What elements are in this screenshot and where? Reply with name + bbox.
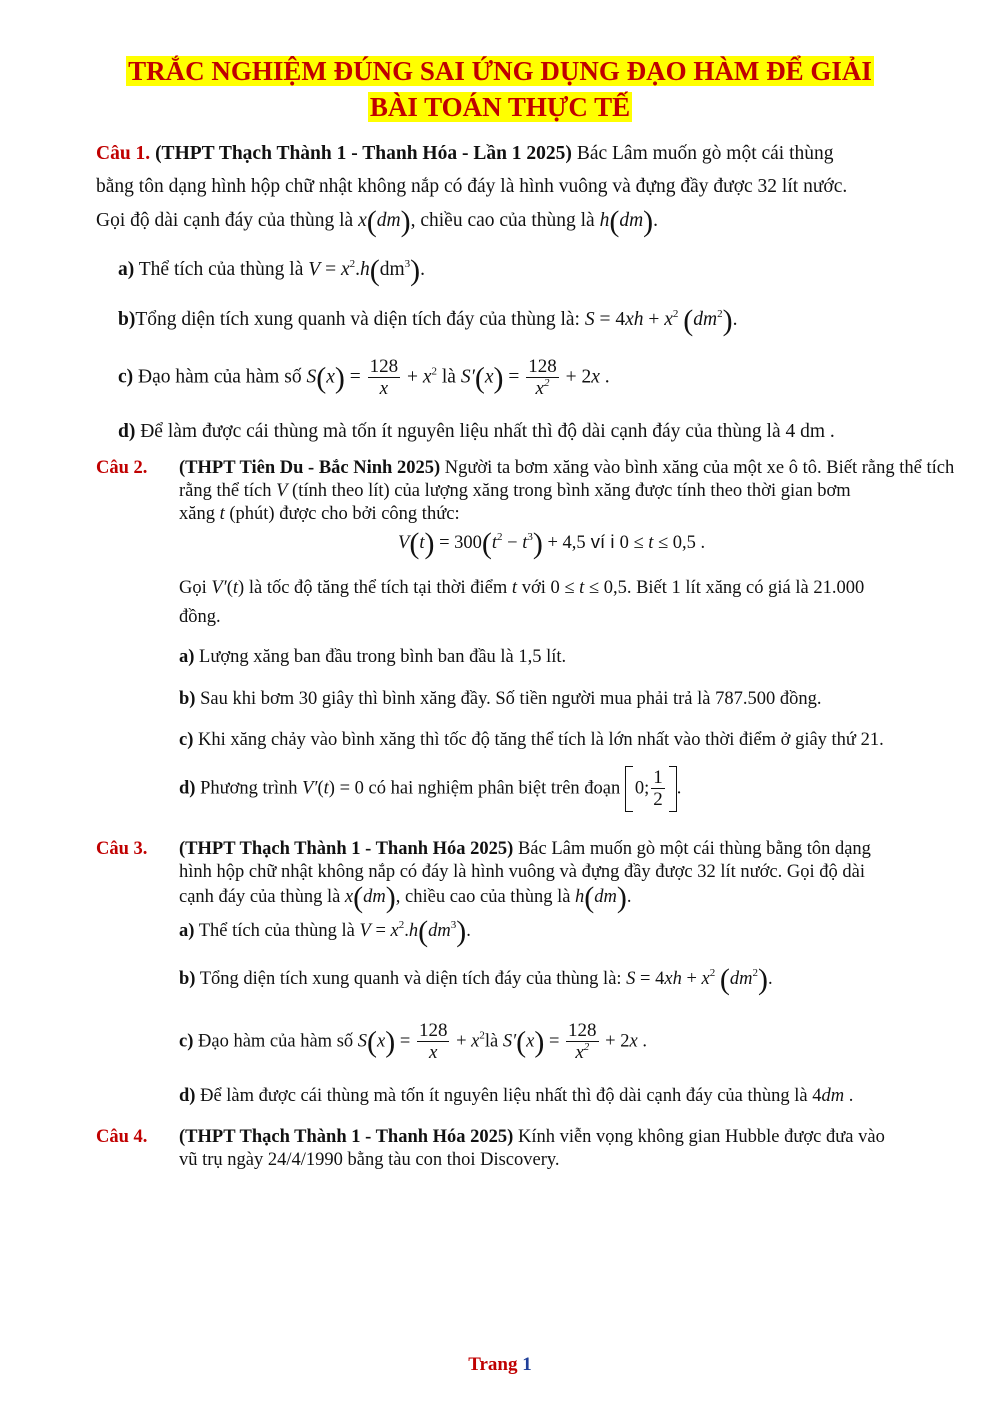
page-footer xyxy=(0,1354,1000,1376)
q1-option-d: d) Để làm được cái thùng mà tốn ít nguyên liệu nhất thì độ dài cạnh đáy của thùng là 4 dm . xyxy=(118,421,835,442)
q1-line-1: Câu 1. (THPT Thạch Thành 1 - Thanh Hóa - Lần 1 2025) Bác Lâm muốn gò một cái thùng xyxy=(96,143,834,164)
q4-label: Câu 4. xyxy=(96,1127,148,1147)
q4-line-1: (THPT Thạch Thành 1 - Thanh Hóa 2025) Kính viễn vọng không gian Hubble được đưa vào xyxy=(179,1127,885,1147)
q2-line-1: (THPT Tiên Du - Bắc Ninh 2025) Người ta bơm xăng vào bình xăng của một xe ô tô. Biết rằng thể tích xyxy=(179,458,955,478)
q3-option-a: a) Thể tích của thùng là $V = x^2.h(dm^3)$. xyxy=(179,915,471,948)
q2-label: Câu 2. xyxy=(96,458,148,478)
q1-line-3: Gọi độ dài cạnh đáy của thùng là x(dm), chiều cao của thùng là h(dm). xyxy=(96,205,659,238)
q3-option-c: c) Đạo hàm của hàm số S(x) = $\frac{128}{x}$ + $x^2là$ S′(x) = $\frac{128}{x^2}$ + 2x . xyxy=(179,1020,647,1063)
q1-source: (THPT Thạch Thành 1 - Thanh Hóa - Lần 1 2025) xyxy=(155,143,572,164)
q2-line-3: xăng t (phút) được cho bởi công thức: xyxy=(179,504,460,524)
q3-label: Câu 3. xyxy=(96,839,148,859)
page-footer-label: Trang xyxy=(468,1354,523,1375)
page-number: 1 xyxy=(522,1354,532,1375)
q1-line-2: bằng tôn dạng hình hộp chữ nhật không nắp có đáy là hình vuông và đựng đầy được 32 lít nước. xyxy=(96,176,848,197)
q1-option-b: b)Tổng diện tích xung quanh và diện tích đáy của thùng là: $S = 4xh + x^2$ $(dm^2)$. xyxy=(118,304,738,337)
q1-label: Câu 1. xyxy=(96,143,151,164)
q3-option-d: d) Để làm được cái thùng mà tốn ít nguyên liệu nhất thì độ dài cạnh đáy của thùng là 4dm . xyxy=(179,1086,854,1106)
q1-option-c: c) Đạo hàm của hàm số S(x) = $\frac{128}{x}$ + $x^2$ là S′(x) = $\frac{128}{x^2}$ + 2x . xyxy=(118,356,610,399)
q2-paragraph-1-cont: đồng. xyxy=(179,607,221,627)
page-title-line-2: BÀI TOÁN THỰC TẾ xyxy=(369,92,631,122)
q1-option-a: a) Thể tích của thùng là $V = x^2.h(dm^3)$. xyxy=(118,254,426,287)
q2-option-d: d) Phương trình V′(t) = 0 có hai nghiệm phân biệt trên đoạn 0; $\frac{1}{2}$ . xyxy=(179,767,682,810)
q2-paragraph-1: Gọi V′(t) là tốc độ tăng thể tích tại thời điểm t với 0 ≤ t ≤ 0,5. Biết 1 lít xăng có giá là 21.000 xyxy=(179,578,865,598)
q3-option-b: b) Tổng diện tích xung quanh và diện tích đáy của thùng là: $S = 4xh + x^2$ $(dm^2)$. xyxy=(179,963,773,996)
q2-option-b: b) Sau khi bơm 30 giây thì bình xăng đầy. Số tiền người mua phải trả là 787.500 đồng. xyxy=(179,689,822,709)
q3-line-3: cạnh đáy của thùng là x(dm), chiều cao của thùng là h(dm). xyxy=(179,881,632,914)
q3-line-1: (THPT Thạch Thành 1 - Thanh Hóa 2025) Bác Lâm muốn gò một cái thùng bằng tôn dạng xyxy=(179,839,871,859)
page-title-line-1: TRẮC NGHIỆM ĐÚNG SAI ỨNG DỤNG ĐẠO HÀM ĐỂ GIẢI xyxy=(128,56,872,86)
q2-line-2: rằng thể tích V (tính theo lít) của lượng xăng trong bình xăng được tính theo thời gian bơm xyxy=(179,481,851,501)
q2-option-a: a) Lượng xăng ban đầu trong bình ban đầu là 1,5 lít. xyxy=(179,647,567,667)
q3-line-2: hình hộp chữ nhật không nắp có đáy là hình vuông và đựng đầy được 32 lít nước. Gọi độ dài xyxy=(179,862,865,882)
q2-option-c: c) Khi xăng chảy vào bình xăng thì tốc độ tăng thể tích là lớn nhất vào thời điểm ở giây thứ 21. xyxy=(179,730,884,750)
q2-formula: $V(t) = 300(t^2 - t^3) + 4,5$ ví i 0 ≤ t ≤ 0,5 . xyxy=(398,527,706,560)
q4-line-2: vũ trụ ngày 24/4/1990 bằng tàu con thoi Discovery. xyxy=(179,1150,560,1170)
